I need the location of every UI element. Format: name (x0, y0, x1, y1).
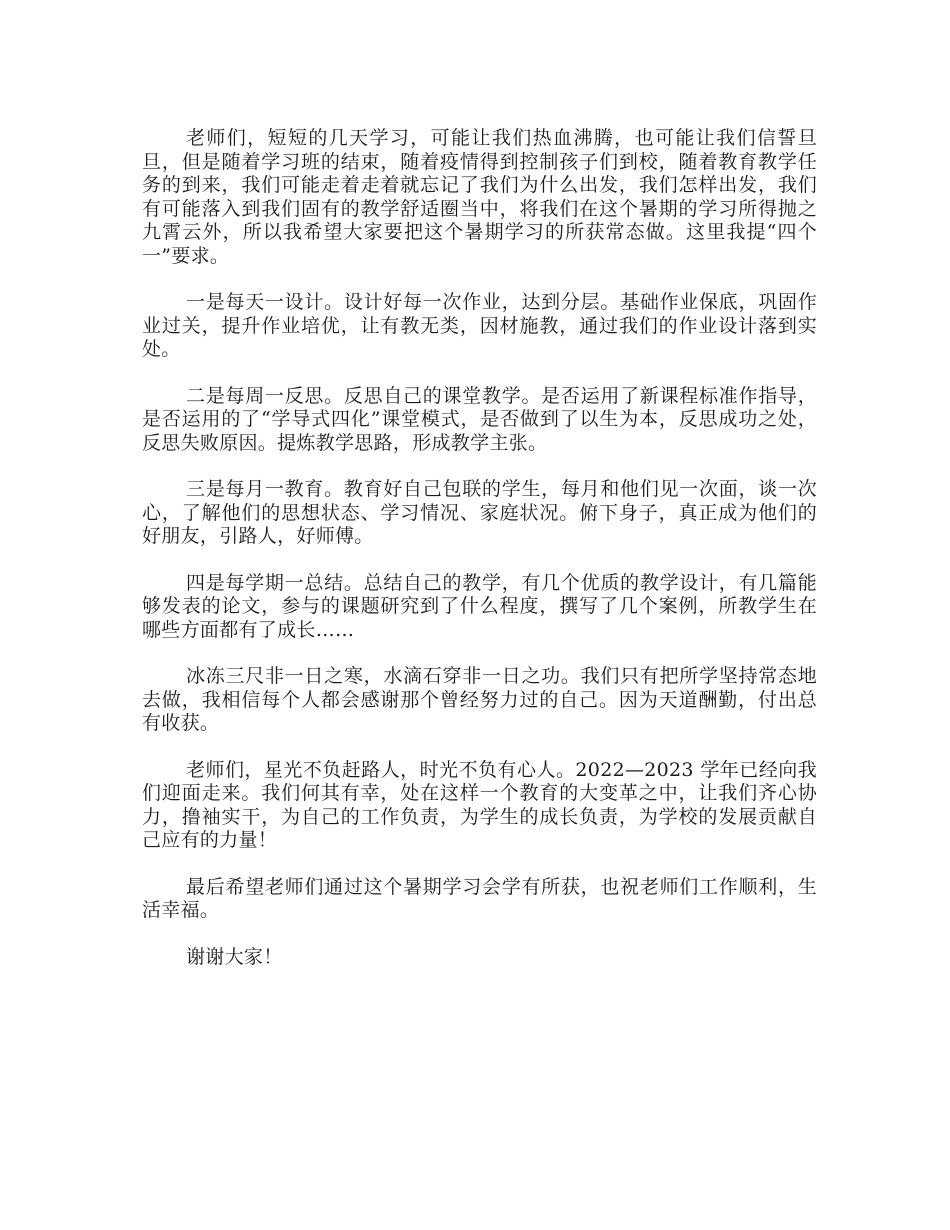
document-page (142, 127, 817, 992)
paragraph-intro: 老师们，短短的几天学习，可能让我们热血沸腾，也可能让我们信誓旦旦，但是随着学习班的结束，随着疫情得到控制孩子们到校，随着教育教学任务的到来，我们可能走着走着就忘记了我们为什么出发，我们怎样出发，我们有可能落入到我们固有的教学舒适圈当中，将我们在这个暑期的学习所得抛之九霄云外，所以我希望大家要把这个暑期学习的所获常态做。这里我提“四个一”要求。 (142, 127, 817, 267)
paragraph-weekly-reflection: 二是每周一反思。反思自己的课堂教学。是否运用了新课程标准作指导，是否运用的了“学导式四化”课堂模式，是否做到了以生为本，反思成功之处，反思失败原因。提炼教学思路，形成教学主张。 (142, 384, 817, 454)
paragraph-daily-design: 一是每天一设计。设计好每一次作业，达到分层。基础作业保底，巩固作业过关，提升作业培优，让有教无类，因材施教，通过我们的作业设计落到实处。 (142, 291, 817, 360)
paragraph-thanks: 谢谢大家！ (186, 945, 283, 968)
paragraph-new-year: 老师们，星光不负赶路人，时光不负有心人。2022—2023 学年已经向我们迎面走来。我们何其有幸，处在这样一个教育的大变革之中，让我们齐心协力，撸袖实干，为自己的工作负责，为学生的成长负责，为学校的发展贡献自己应有的力量！ (142, 758, 817, 851)
paragraph-wishes: 最后希望老师们通过这个暑期学习会学有所获，也祝老师们工作顺利，生活幸福。 (142, 875, 817, 921)
paragraph-persistence: 冰冻三尺非一日之寒，水滴石穿非一日之功。我们只有把所学坚持常态地去做，我相信每个人都会感谢那个曾经努力过的自己。因为天道酬勤，付出总有收获。 (142, 665, 817, 734)
paragraph-monthly-education: 三是每月一教育。教育好自己包联的学生，每月和他们见一次面，谈一次心，了解他们的思想状态、学习情况、家庭状况。俯下身子，真正成为他们的好朋友，引路人，好师傅。 (142, 478, 817, 547)
paragraph-term-summary: 四是每学期一总结。总结自己的教学，有几个优质的教学设计，有几篇能够发表的论文，参与的课题研究到了什么程度，撰写了几个案例，所教学生在哪些方面都有了成长…… (142, 571, 817, 641)
